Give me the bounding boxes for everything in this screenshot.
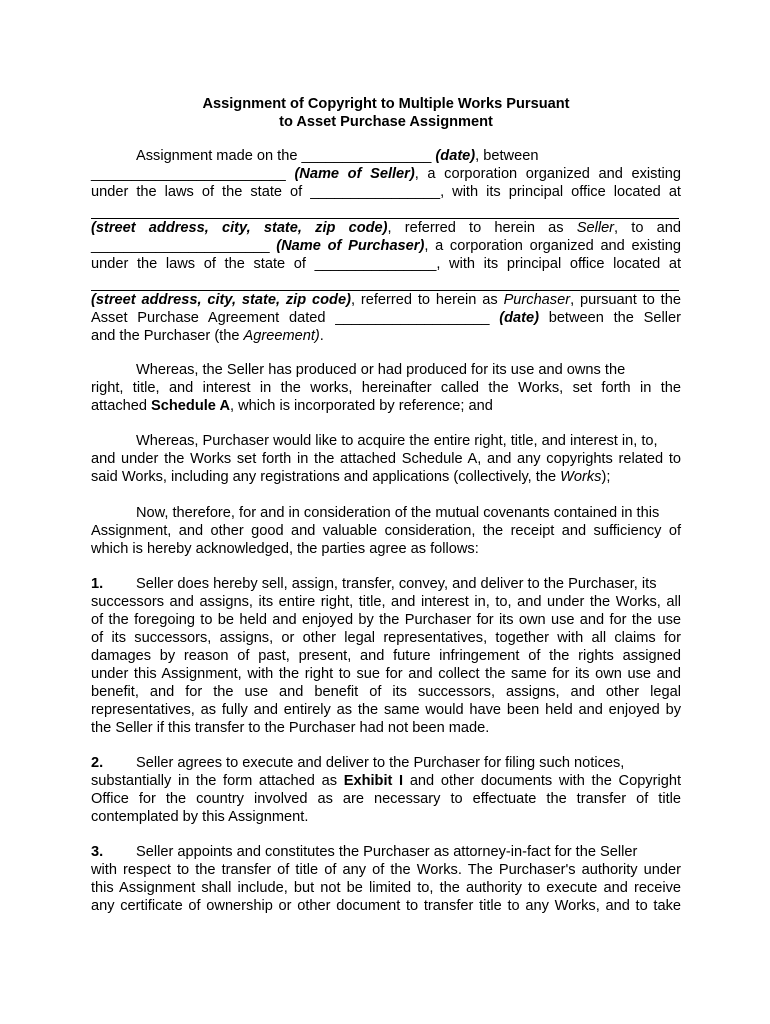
section-line: substantially in the form attached as Exhibit I and other documents with the Copyright: [91, 773, 681, 789]
section-line: 3. Seller appoints and constitutes the Purchaser as attorney-in-fact for the Seller: [91, 844, 638, 860]
whereas-line: said Works, including any registrations and applications (collectively, the Works);: [91, 469, 611, 485]
intro-line: under the laws of the state of ________________, with its principal office located at: [91, 184, 681, 200]
whereas-paragraph-1: [91, 361, 681, 415]
section-line: representatives, as fully and entirely as the same would have been held and enjoyed by: [91, 702, 681, 718]
blank-line: [91, 273, 679, 291]
now-line: Assignment, and other good and valuable consideration, the receipt and sufficiency of: [91, 523, 681, 539]
section-number: 3.: [91, 844, 104, 860]
section-line: 1. Seller does hereby sell, assign, transfer, convey, and deliver to the Purchaser, its: [91, 576, 657, 592]
intro-line: (street address, city, state, zip code), referred to herein as Purchaser, pursuant to the: [91, 292, 681, 308]
section-line: with respect to the transfer of title of any of the Works. The Purchaser's authority under: [91, 862, 681, 878]
whereas-line: Whereas, the Seller has produced or had produced for its use and owns the: [136, 362, 626, 378]
document-title: [91, 95, 681, 131]
now-line: which is hereby acknowledged, the parties agree as follows:: [91, 541, 479, 557]
intro-line: under the laws of the state of _______________, with its principal office located at: [91, 256, 681, 272]
section-line: the Seller if this transfer to the Purchaser had not been made.: [91, 720, 490, 736]
whereas-line: attached Schedule A, which is incorporated by reference; and: [91, 398, 493, 414]
section-line: contemplated by this Assignment.: [91, 809, 309, 825]
now-line: Now, therefore, for and in consideration of the mutual covenants contained in this: [136, 505, 660, 521]
section-line: 2. Seller agrees to execute and deliver to the Purchaser for filing such notices,: [91, 755, 625, 771]
section-2: [91, 754, 681, 826]
section-number: 2.: [91, 755, 104, 771]
blank-line: [91, 201, 679, 219]
intro-line: and the Purchaser (the Agreement).: [91, 328, 324, 344]
section-line: this Assignment shall include, but not be limited to, the authority to execute and receive: [91, 880, 681, 896]
intro-line: Assignment made on the ________________ (date), between: [136, 148, 539, 164]
title-line-2: to Asset Purchase Assignment: [279, 114, 493, 130]
section-line: under this Assignment, with the right to sue for and collect the same for its own use and: [91, 666, 681, 682]
section-line: damages by reason of past, present, and future infringement of the rights assigned: [91, 648, 681, 664]
intro-line: Asset Purchase Agreement dated ___________________ (date) between the Seller: [91, 310, 681, 326]
intro-line: (street address, city, state, zip code), referred to herein as Seller, to and: [91, 220, 681, 236]
section-3: [91, 843, 681, 915]
section-line: benefit, and for the use and benefit of its successors, assigns, and other legal: [91, 684, 681, 700]
intro-line: ________________________ (Name of Seller), a corporation organized and existing: [91, 166, 682, 182]
section-1: [91, 575, 681, 737]
section-line: of its successors, assigns, or other legal representatives, together with all claims for: [91, 630, 681, 646]
intro-paragraph: [91, 147, 681, 345]
title-line-1: Assignment of Copyright to Multiple Works Pursuant: [202, 96, 570, 112]
whereas-line: and under the Works set forth in the attached Schedule A, and any copyrights related to: [91, 451, 681, 467]
section-line: Office for the country involved as are necessary to effectuate the transfer of title: [91, 791, 681, 807]
whereas-paragraph-2: [91, 432, 681, 486]
whereas-line: right, title, and interest in the works, hereinafter called the Works, set forth in the: [91, 380, 681, 396]
section-line: successors and assigns, its entire right, title, and interest in, to, and under the Works, all: [91, 594, 681, 610]
intro-line: ______________________ (Name of Purchaser), a corporation organized and existing: [91, 238, 681, 254]
section-line: of the foregoing to be held and enjoyed by the Purchaser for its own use and for the use: [91, 612, 681, 628]
now-therefore-paragraph: [91, 504, 681, 558]
section-line: any certificate of ownership or other document to transfer title to any Works, and to take: [91, 898, 681, 914]
section-number: 1.: [91, 576, 104, 592]
whereas-line: Whereas, Purchaser would like to acquire the entire right, title, and interest in, to,: [136, 433, 658, 449]
